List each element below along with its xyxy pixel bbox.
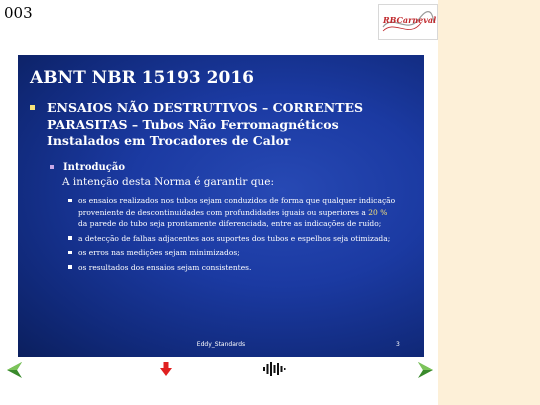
square-bullet-icon [68,199,72,203]
item-text: os resultados dos ensaios sejam consistentes. [78,262,252,272]
square-bullet-icon [68,251,72,255]
bullet-level2-text: Introdução [63,162,126,173]
item-text: os ensaios realizados nos tubos sejam conduzidos de forma que qualquer indicação proveniente de descontinuidades com profundidades iguais ou superiores a [78,196,396,217]
slide-footer: Eddy_Standards [196,341,246,348]
arrow-down-icon[interactable] [160,362,172,376]
item-highlight: 20 % [368,207,388,217]
list-item [68,262,398,274]
item-text: a detecção de falhas adjacentes aos suportes dos tubos e espelhos seja otimizada; [78,233,391,243]
page-number: 003 [4,4,33,22]
item-text: os erros nas medições sejam minimizados; [78,248,240,257]
list-item [68,233,398,245]
bullet-level2 [50,161,410,174]
logo-text: RBCarneval [383,15,437,25]
square-bullet-icon [68,265,72,269]
audio-waveform-icon[interactable] [262,362,286,376]
arrow-left-icon[interactable] [6,361,24,379]
square-bullet-icon [50,165,54,169]
list-item [68,195,398,230]
logo [378,4,438,40]
bullet-level1-text: ENSAIOS NÃO DESTRUTIVOS – CORRENTES PARASITAS – Tubos Não Ferromagnéticos Instalados em Trocadores de Calor [47,100,364,148]
slide-number: 3 [396,341,400,348]
bullet-list [68,195,398,276]
list-item [68,247,398,259]
bullet-level1 [30,100,410,150]
intro-line: A intenção desta Norma é garantir que: [62,176,275,188]
item-text: da parede do tubo seja prontamente diferenciada, entre as indicações de ruído; [78,219,382,228]
slide [18,55,424,357]
arrow-right-icon[interactable] [416,361,434,379]
square-bullet-icon [30,105,35,110]
square-bullet-icon [68,236,72,240]
slide-title: ABNT NBR 15193 2016 [30,68,254,88]
